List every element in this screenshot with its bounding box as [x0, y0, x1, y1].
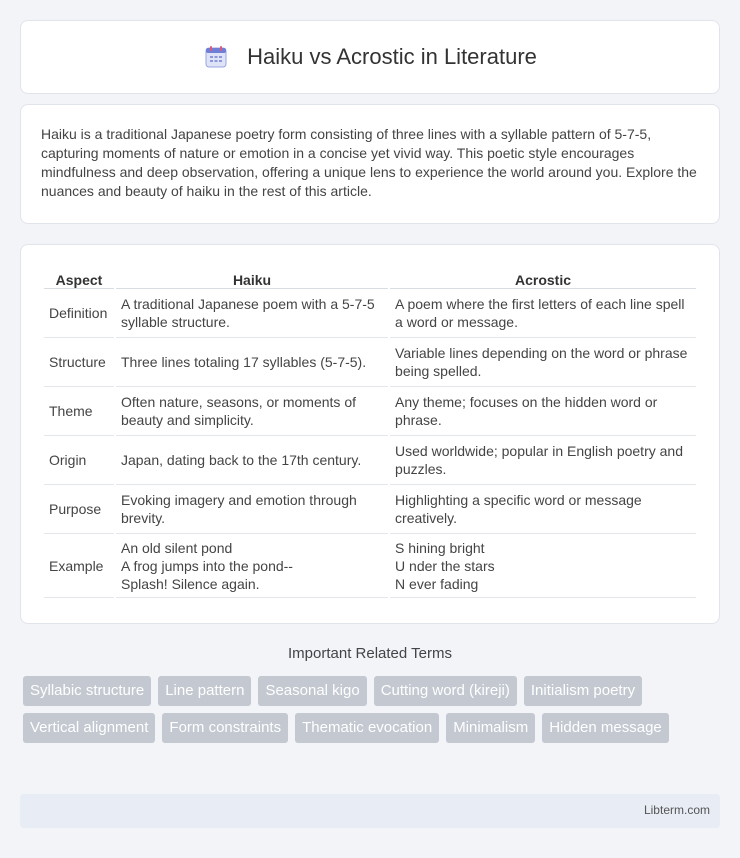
cell-aspect: Structure [44, 338, 114, 387]
tag-form-constraints[interactable]: Form constraints [162, 713, 288, 743]
cell-haiku: Often nature, seasons, or moments of beauty and simplicity. [116, 387, 388, 436]
cell-acrostic: Any theme; focuses on the hidden word or phrase. [390, 387, 696, 436]
cell-aspect: Origin [44, 436, 114, 485]
tag-initialism-poetry[interactable]: Initialism poetry [524, 676, 642, 706]
cell-aspect: Theme [44, 387, 114, 436]
table-row [44, 436, 696, 485]
header-acrostic: Acrostic [390, 265, 696, 289]
cell-acrostic: Highlighting a specific word or message creatively. [390, 485, 696, 534]
cell-haiku: Three lines totaling 17 syllables (5-7-5). [116, 338, 388, 387]
header-card [20, 20, 720, 94]
tag-line-pattern[interactable]: Line pattern [158, 676, 251, 706]
intro-text: Haiku is a traditional Japanese poetry form consisting of three lines with a syllable pattern of 5-7-5, capturing moments of nature or emotion in a concise yet vivid way. This poetic style encourages mindfulness and deep observation, offering a unique lens to experience the world around you. Explore the nuances and beauty of haiku in the rest of this article. [41, 126, 697, 199]
cell-haiku-example [116, 534, 388, 598]
tag-syllabic-structure[interactable]: Syllabic structure [23, 676, 151, 706]
tag-thematic-evocation[interactable]: Thematic evocation [295, 713, 439, 743]
related-terms-title: Important Related Terms [288, 645, 452, 662]
cell-aspect: Example [44, 534, 114, 598]
table-row [44, 338, 696, 387]
comparison-card [20, 244, 720, 624]
title-wrap [203, 44, 537, 70]
haiku-line: Splash! Silence again. [120, 575, 260, 592]
header-aspect: Aspect [44, 265, 114, 289]
acrostic-line: U nder the stars [395, 557, 495, 574]
comparison-table [42, 265, 698, 598]
table-header-row [44, 265, 696, 289]
tag-minimalism[interactable]: Minimalism [446, 713, 535, 743]
cell-aspect: Definition [44, 289, 114, 338]
table-row [44, 387, 696, 436]
intro-card [20, 104, 720, 224]
calendar-icon [203, 44, 229, 70]
haiku-line: A frog jumps into the pond-- [120, 557, 293, 574]
header-haiku: Haiku [116, 265, 388, 289]
tag-seasonal-kigo[interactable]: Seasonal kigo [258, 676, 366, 706]
table-row [44, 485, 696, 534]
cell-haiku: Evoking imagery and emotion through brevity. [116, 485, 388, 534]
cell-haiku: A traditional Japanese poem with a 5-7-5 syllable structure. [116, 289, 388, 338]
footer-brand[interactable]: Libterm.com [643, 803, 710, 817]
table-row [44, 289, 696, 338]
footer [20, 794, 720, 828]
cell-acrostic-example [390, 534, 696, 598]
cell-acrostic: Used worldwide; popular in English poetry and puzzles. [390, 436, 696, 485]
cell-aspect: Purpose [44, 485, 114, 534]
cell-acrostic: Variable lines depending on the word or phrase being spelled. [390, 338, 696, 387]
page-title: Haiku vs Acrostic in Literature [247, 44, 537, 69]
cell-haiku: Japan, dating back to the 17th century. [116, 436, 388, 485]
haiku-line: An old silent pond [120, 539, 233, 556]
table-row [44, 534, 696, 598]
cell-acrostic: A poem where the first letters of each line spell a word or message. [390, 289, 696, 338]
acrostic-line: S hining bright [395, 539, 485, 556]
related-tags [22, 676, 722, 750]
tag-cutting-word[interactable]: Cutting word (kireji) [374, 676, 517, 706]
acrostic-line: N ever fading [395, 575, 479, 592]
tag-vertical-alignment[interactable]: Vertical alignment [23, 713, 155, 743]
tag-hidden-message[interactable]: Hidden message [542, 713, 669, 743]
